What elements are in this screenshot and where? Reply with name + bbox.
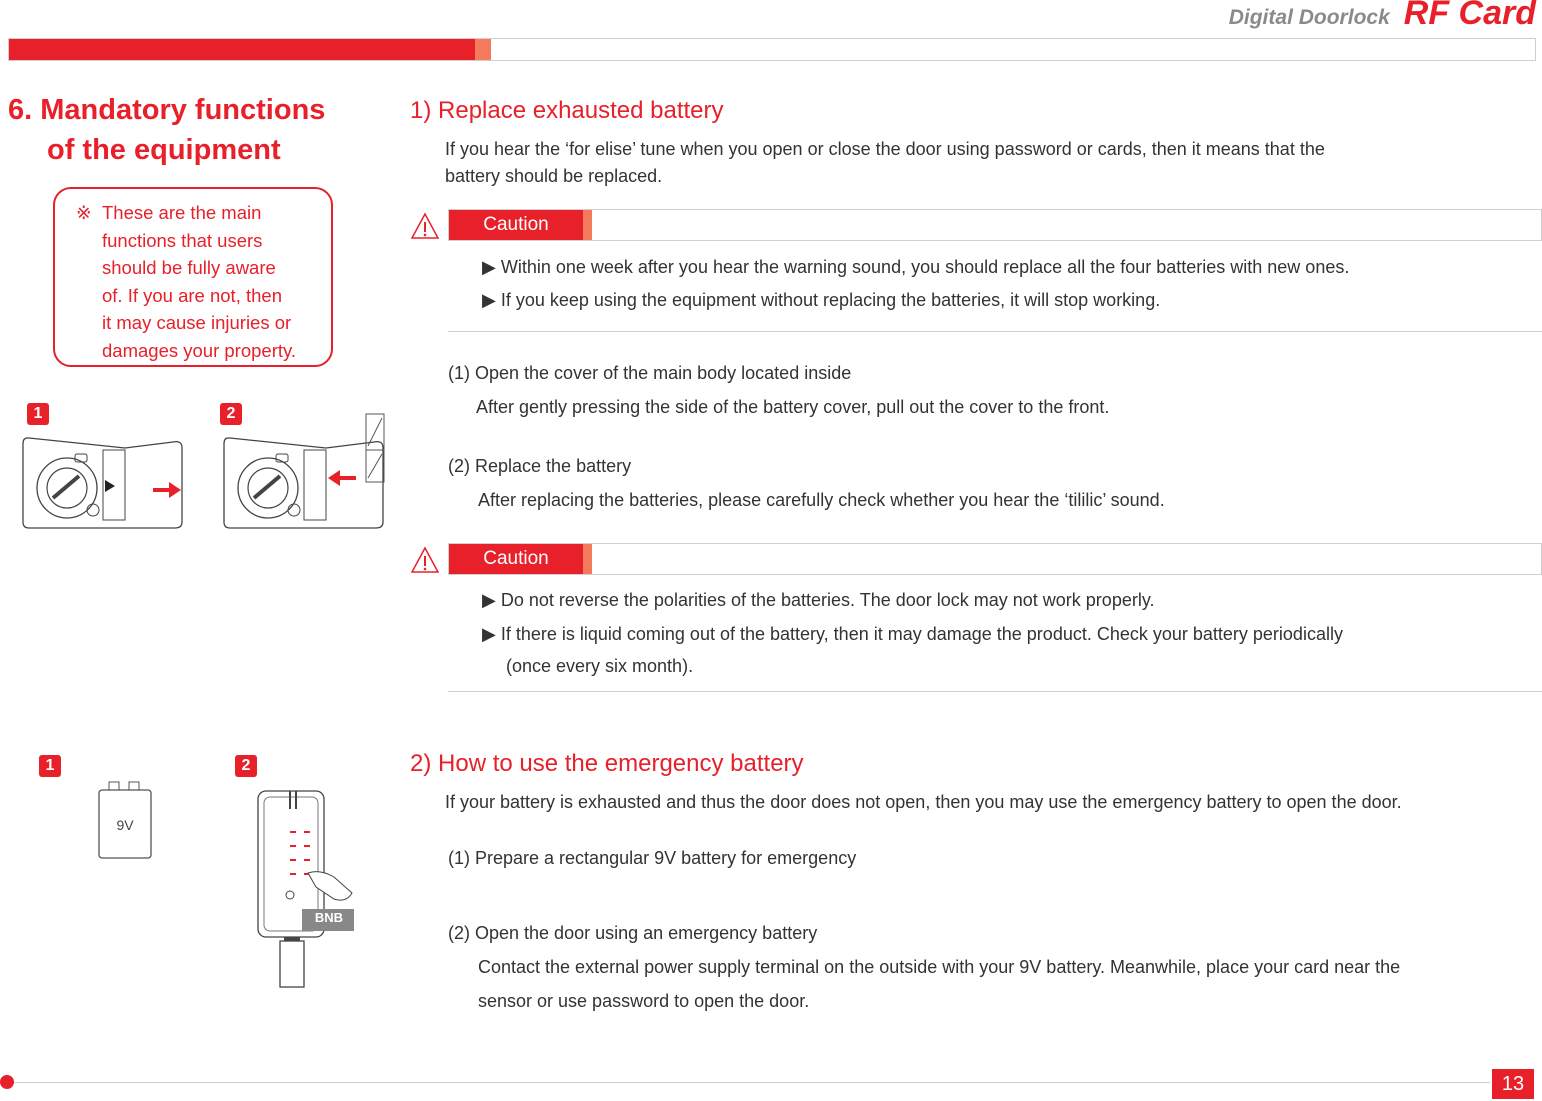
part2-heading: 2) How to use the emergency battery bbox=[410, 750, 804, 777]
card-brand-label: BNB bbox=[314, 910, 344, 925]
note-line: These are the main bbox=[102, 202, 262, 223]
caution-bar-2 bbox=[448, 543, 1542, 575]
part1-intro-line2: battery should be replaced. bbox=[445, 166, 663, 186]
section-title-line1: 6. Mandatory functions bbox=[8, 94, 326, 126]
part1-step2-title: (2) Replace the battery bbox=[448, 456, 632, 476]
caution2-item-1: ▶ Do not reverse the polarities of the batteries. The door lock may not work properly. bbox=[482, 590, 1155, 610]
part2-intro: If your battery is exhausted and thus the door does not open, then you may use the emergency battery to open the door. bbox=[445, 792, 1402, 812]
caution-label-1: Caution bbox=[449, 210, 583, 240]
part2-step2-desc-line2: sensor or use password to open the door. bbox=[478, 991, 810, 1011]
note-line: should be fully aware bbox=[102, 257, 276, 278]
part1-step2-desc: After replacing the batteries, please carefully check whether you hear the ‘tililic’ sound. bbox=[478, 490, 1165, 510]
caution-label-2: Caution bbox=[449, 544, 583, 574]
header-bar bbox=[8, 38, 1536, 61]
step-badge-3: 1 bbox=[39, 755, 61, 777]
caution1-item-1: ▶ Within one week after you hear the warning sound, you should replace all the four batteries with new ones. bbox=[482, 257, 1350, 277]
step-badge-2: 2 bbox=[220, 403, 242, 425]
caution-accent-2 bbox=[583, 544, 592, 574]
warning-triangle-icon bbox=[410, 212, 440, 240]
divider-2 bbox=[448, 691, 1542, 692]
part2-step2-title: (2) Open the door using an emergency battery bbox=[448, 923, 818, 943]
note-line: it may cause injuries or bbox=[102, 312, 292, 333]
door-lock-exterior-illustration bbox=[250, 785, 360, 990]
header-bar-accent bbox=[475, 39, 491, 60]
header-main-title: RF Card bbox=[1403, 0, 1536, 32]
part2-step1-title: (1) Prepare a rectangular 9V battery for emergency bbox=[448, 848, 857, 868]
note-text bbox=[76, 199, 320, 364]
header-bar-fill bbox=[9, 39, 475, 60]
footer-line bbox=[10, 1082, 1490, 1083]
note-line: functions that users bbox=[102, 229, 263, 251]
step-badge-1: 1 bbox=[27, 403, 49, 425]
part2-step2-desc-line1: Contact the external power supply terminal on the outside with your 9V battery. Meanwhile, place your card near the bbox=[478, 957, 1401, 977]
section-title-line2: of the equipment bbox=[47, 134, 281, 166]
caution2-item-2-line1: ▶ If there is liquid coming out of the battery, then it may damage the product. Check your battery periodically bbox=[482, 624, 1343, 644]
part1-step1-title: (1) Open the cover of the main body located inside bbox=[448, 363, 852, 383]
note-mark: ※ bbox=[76, 202, 92, 223]
caution-bar-1 bbox=[448, 209, 1542, 241]
battery-9v-label: 9V bbox=[116, 817, 134, 833]
part1-step1-desc: After gently pressing the side of the battery cover, pull out the cover to the front. bbox=[476, 397, 1110, 417]
warning-triangle-icon bbox=[410, 546, 440, 574]
part1-intro-line1: If you hear the ‘for elise’ tune when you open or close the door using password or cards, then it means that the bbox=[445, 139, 1325, 159]
caution1-item-2: ▶ If you keep using the equipment without replacing the batteries, it will stop working. bbox=[482, 290, 1161, 310]
page-number: 13 bbox=[1492, 1069, 1534, 1099]
header-subtitle: Digital Doorlock bbox=[1228, 6, 1390, 29]
part1-heading: 1) Replace exhausted battery bbox=[410, 97, 724, 124]
header-title bbox=[1229, 0, 1536, 33]
caution-accent-1 bbox=[583, 210, 592, 240]
note-line: of. If you are not, then bbox=[102, 284, 282, 306]
caution2-item-2-line2: (once every six month). bbox=[506, 656, 694, 676]
footer-dot bbox=[0, 1075, 14, 1089]
lock-body-illustration-2 bbox=[212, 410, 390, 532]
lock-body-illustration-1 bbox=[15, 430, 190, 532]
note-line: damages your property. bbox=[102, 339, 297, 361]
step-badge-4: 2 bbox=[235, 755, 257, 777]
divider-1 bbox=[448, 331, 1542, 332]
